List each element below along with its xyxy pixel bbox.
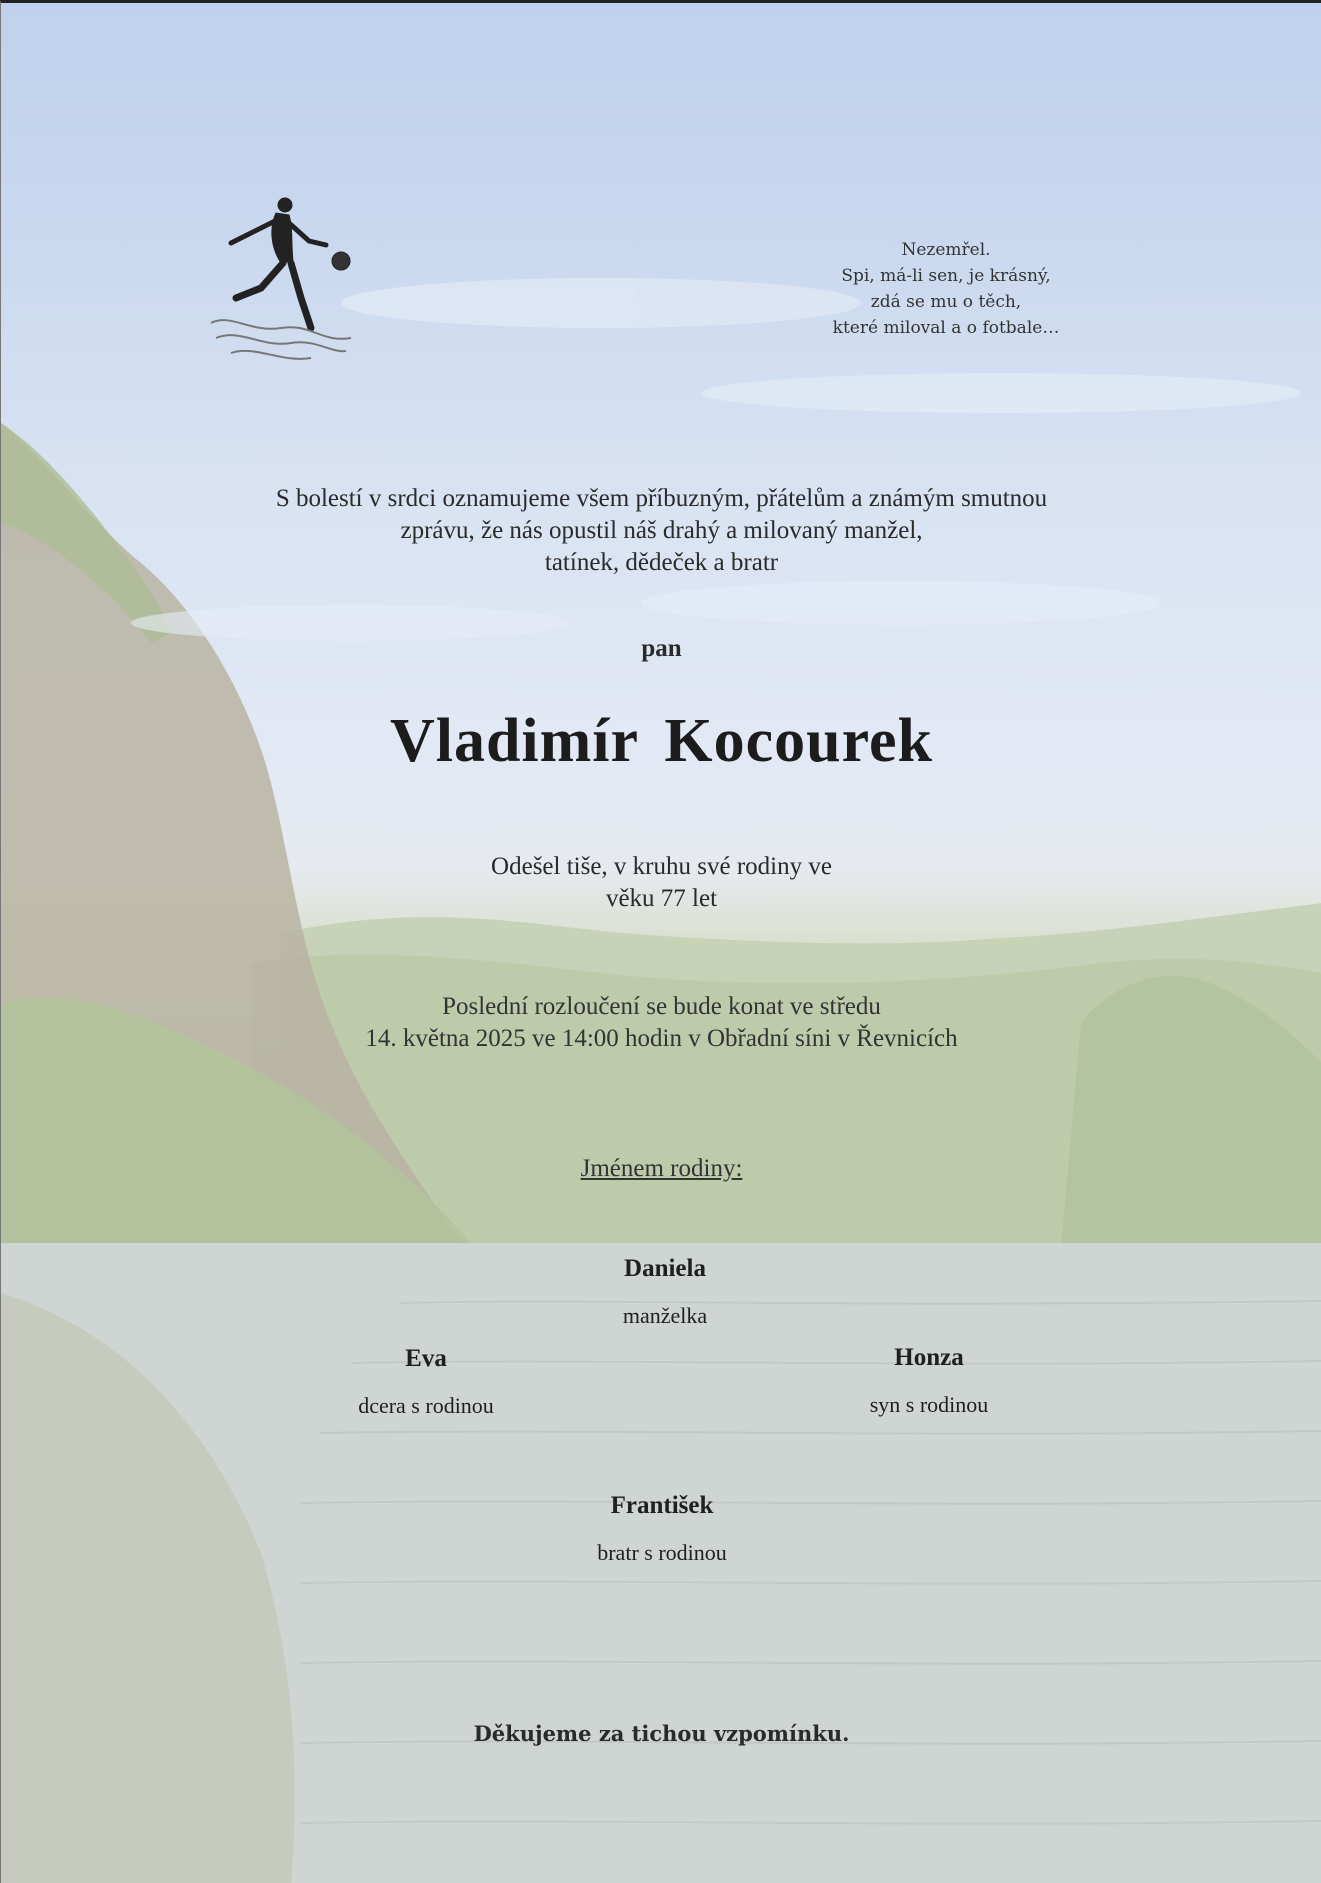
family-member-name: Daniela [624, 1255, 706, 1282]
family-member-frantisek [512, 1492, 812, 1566]
funeral-line: Poslední rozloučení se bude konat ve středu [442, 993, 881, 1020]
family-member-name: Honza [894, 1344, 964, 1371]
funeral-info [1, 991, 1321, 1055]
announcement-line: tatínek, dědeček a bratr [544, 549, 779, 576]
family-member-eva [276, 1345, 576, 1419]
thanks-text: Děkujeme za tichou vzpomínku. [473, 1721, 850, 1746]
funeral-line: 14. května 2025 ve 14:00 hodin v Obřadní síni v Řevnicích [365, 1025, 958, 1052]
deceased-name: Vladimír Kocourek [389, 707, 934, 775]
family-member-name: Eva [405, 1345, 447, 1372]
family-label: Jménem rodiny: [580, 1155, 743, 1182]
poem-line: zdá se mu o těch, [870, 292, 1022, 312]
family-member-role: syn s rodinou [869, 1392, 989, 1417]
family-member-role: dcera s rodinou [358, 1393, 494, 1418]
age-line: Odešel tiše, v kruhu své rodiny ve [491, 853, 832, 880]
family-member-daniela [515, 1255, 815, 1329]
football-player-icon [201, 193, 361, 378]
landscape-background [1, 3, 1321, 1883]
announcement-line: zprávu, že nás opustil náš drahý a milovaný manžel, [400, 517, 923, 544]
poem-line: které miloval a o fotbale… [832, 318, 1060, 338]
announcement-text [1, 483, 1321, 579]
age-text [1, 851, 1321, 915]
family-member-role: bratr s rodinou [597, 1540, 727, 1565]
family-member-role: manželka [622, 1303, 708, 1328]
poem [791, 237, 1101, 341]
family-member-name: František [610, 1492, 714, 1519]
family-member-honza [779, 1344, 1079, 1418]
age-line: věku 77 let [605, 885, 718, 912]
poem-line: Spi, má-li sen, je krásný, [841, 266, 1051, 286]
salutation: pan [641, 635, 682, 662]
poem-line: Nezemřel. [901, 240, 991, 260]
announcement-line: S bolestí v srdci oznamujeme všem příbuzným, přátelům a známým smutnou [275, 485, 1048, 512]
